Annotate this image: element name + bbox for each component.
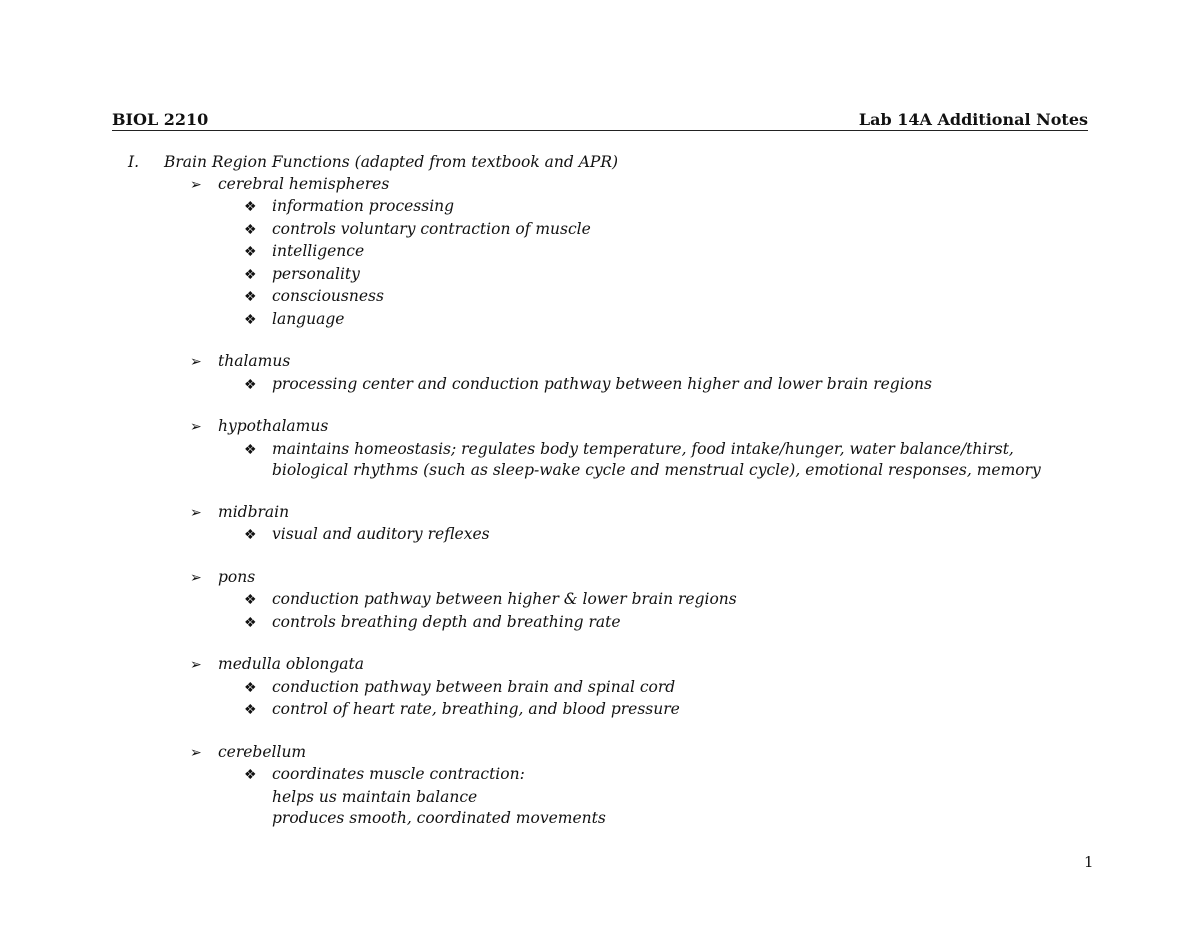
topic-cerebral-hemispheres (112, 174, 1112, 332)
diamond-bullet-icon: ❖ (244, 221, 257, 238)
topic-heading (190, 416, 1112, 439)
list-item (244, 677, 1112, 700)
topic-hypothalamus (112, 416, 1112, 482)
arrow-bullet-icon: ➢ (190, 657, 202, 673)
list-item (244, 439, 1112, 482)
topic-heading (190, 742, 1112, 765)
list-item-text: information processing (272, 197, 455, 215)
diamond-bullet-icon: ❖ (244, 614, 257, 631)
topic-medulla-oblongata (112, 654, 1112, 722)
topic-label: pons (218, 567, 256, 586)
list-item (244, 589, 1112, 612)
list-item-text: controls breathing depth and breathing rate (272, 612, 621, 631)
course-code: BIOL 2210 (112, 110, 209, 129)
topic-label: cerebral hemispheres (218, 174, 390, 193)
topic-cerebellum (112, 742, 1112, 830)
topic-heading (190, 502, 1112, 525)
list-item (244, 612, 1112, 635)
topic-label: thalamus (218, 352, 291, 370)
list-item-text: language (272, 309, 345, 328)
arrow-bullet-icon: ➢ (190, 744, 202, 761)
topic-pons (112, 567, 1112, 635)
page-number: 1 (1084, 853, 1094, 871)
list-item-text: personality (272, 264, 360, 283)
arrow-bullet-icon: ➢ (190, 569, 202, 586)
diamond-bullet-icon: ❖ (244, 376, 257, 393)
diamond-bullet-icon: ❖ (244, 702, 257, 718)
section-heading (112, 152, 1112, 174)
list-item-text: control of heart rate, breathing, and blood pressure (272, 700, 680, 718)
topic-midbrain (112, 502, 1112, 547)
arrow-bullet-icon: ➢ (190, 419, 202, 435)
diamond-bullet-icon: ❖ (244, 311, 257, 328)
list-item-text: intelligence (272, 242, 365, 260)
topic-label: hypothalamus (218, 417, 329, 435)
topic-label: midbrain (218, 502, 290, 521)
topic-thalamus (112, 351, 1112, 396)
list-item-text: consciousness (272, 287, 384, 305)
list-subline: helps us maintain balance (272, 787, 478, 806)
topic-heading (190, 174, 1112, 197)
list-item-text: conduction pathway between higher & lower brain regions (272, 590, 737, 608)
list-item (244, 219, 1112, 242)
document-title: Lab 14A Additional Notes (858, 110, 1088, 129)
section-title: Brain Region Functions (adapted from textbook and APR) (164, 153, 619, 171)
list-item (244, 241, 1112, 264)
list-subline: produces smooth, coordinated movements (272, 809, 606, 827)
list-item (244, 264, 1112, 287)
topic-label: cerebellum (218, 742, 307, 761)
diamond-bullet-icon: ❖ (244, 244, 257, 260)
list-item (244, 699, 1112, 722)
list-item-text: visual and auditory reflexes (272, 525, 490, 543)
list-item-text: conduction pathway between brain and spinal cord (272, 677, 676, 696)
diamond-bullet-icon: ❖ (244, 199, 257, 215)
topic-heading (190, 567, 1112, 590)
arrow-bullet-icon: ➢ (190, 354, 202, 370)
diamond-bullet-icon: ❖ (244, 592, 257, 608)
topic-heading (190, 351, 1112, 374)
topic-heading (190, 654, 1112, 677)
page-header (112, 110, 1088, 131)
list-item (244, 286, 1112, 309)
diamond-bullet-icon: ❖ (244, 289, 257, 305)
diamond-bullet-icon: ❖ (244, 679, 257, 696)
list-item (244, 524, 1112, 547)
list-item-text: coordinates muscle contraction: (272, 765, 525, 783)
topic-label: medulla oblongata (218, 655, 365, 673)
list-item (244, 374, 1112, 397)
list-item (244, 764, 1112, 787)
diamond-bullet-icon: ❖ (244, 767, 257, 783)
diamond-bullet-icon: ❖ (244, 266, 257, 283)
list-item-text: processing center and conduction pathway between higher and lower brain regions (272, 374, 932, 393)
arrow-bullet-icon: ➢ (190, 176, 202, 193)
section-number: I. (128, 153, 140, 171)
list-item-text: controls voluntary contraction of muscle (272, 219, 591, 238)
arrow-bullet-icon: ➢ (190, 504, 202, 521)
list-item (244, 309, 1112, 332)
list-item-text: maintains homeostasis; regulates body temperature, food intake/hunger, water balance/thirst, biological rhythms (such as sleep-wake cycle and menstrual cycle), emotional responses, memory (272, 439, 1041, 479)
list-item (244, 196, 1112, 219)
diamond-bullet-icon: ❖ (244, 441, 257, 458)
section-brain-region-functions (112, 152, 1112, 850)
diamond-bullet-icon: ❖ (244, 527, 257, 543)
